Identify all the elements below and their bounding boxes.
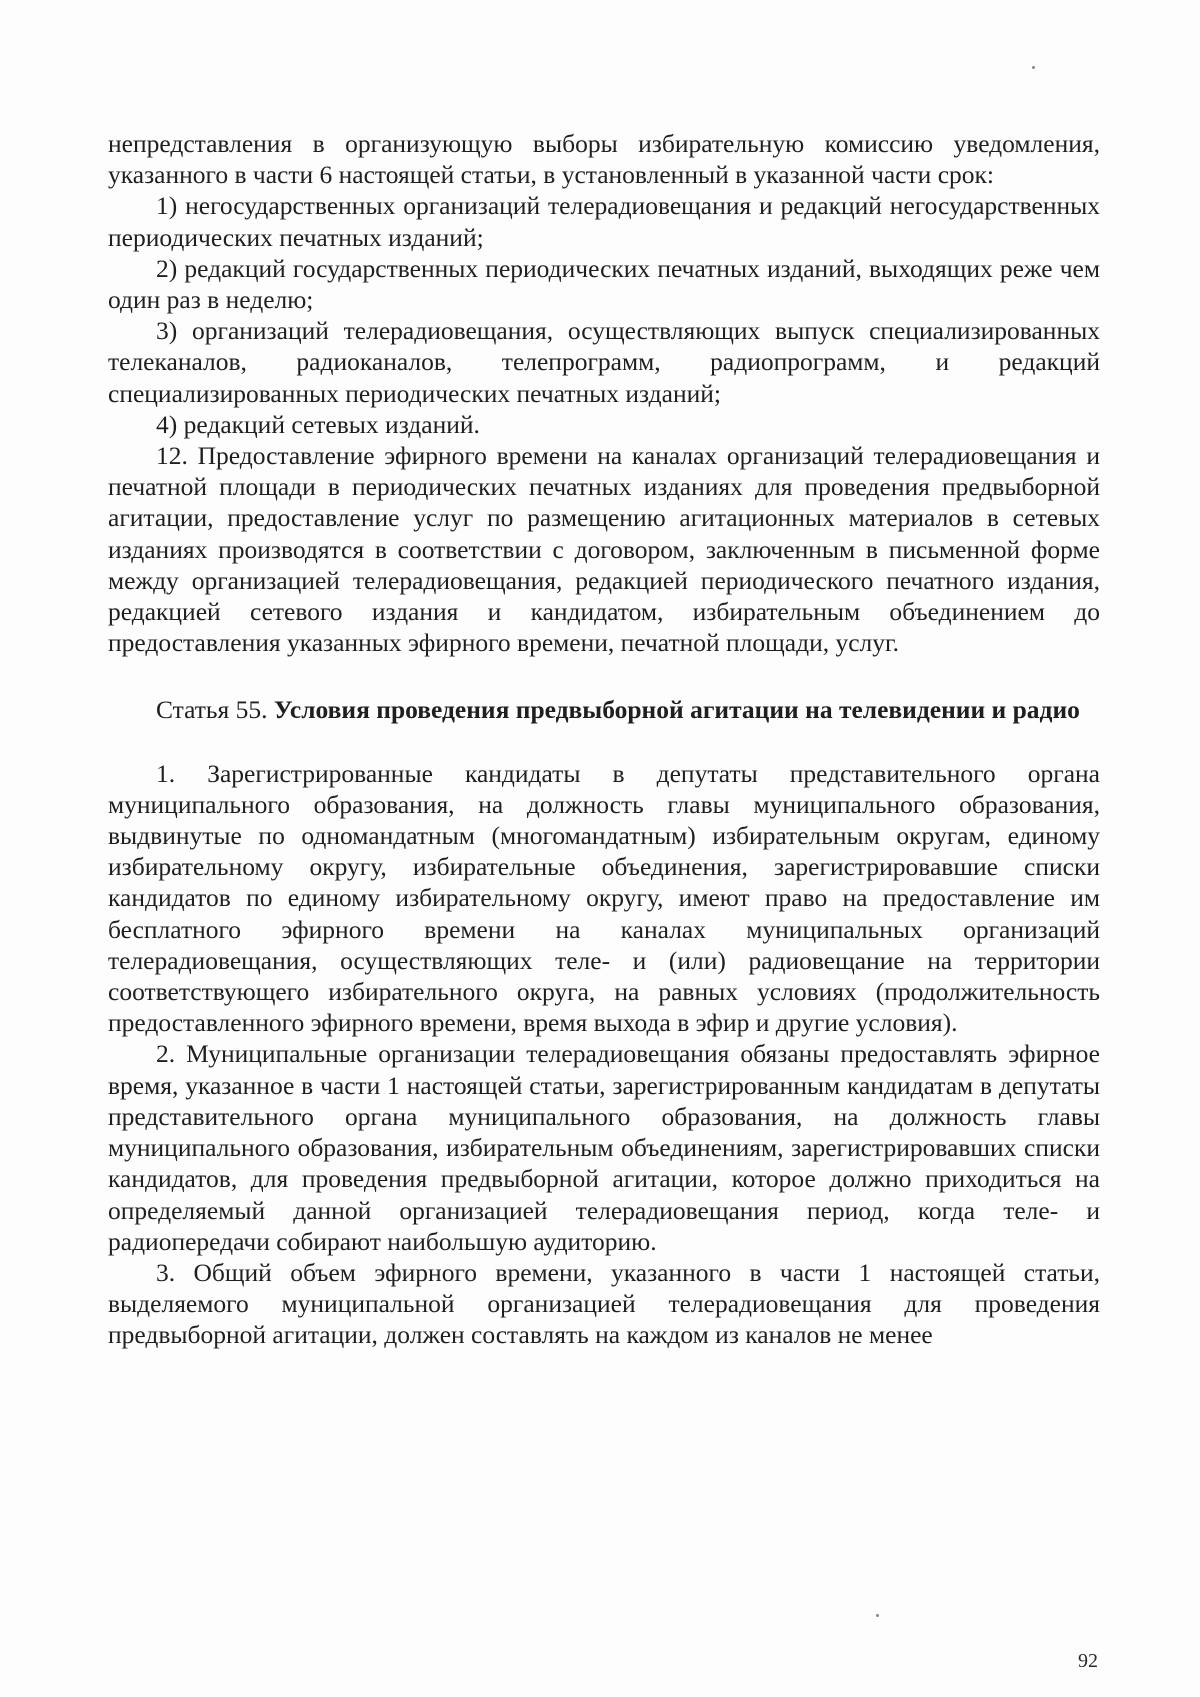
- scan-speck: [876, 1614, 879, 1617]
- page-number: 92: [1078, 1650, 1098, 1672]
- article-paragraph-3: 3. Общий объем эфирного времени, указанного в части 1 настоящей статьи, выделяемого муниципальной организацией телерадиовещания для проведения предвыборной агитации, должен составлять на каждом из каналов не менее: [108, 1257, 1100, 1350]
- paragraph-continuation: непредставления в организующую выборы избирательную комиссию уведомления, указанного в части 6 настоящей статьи, в установленный в указанной части срок:: [108, 129, 1100, 190]
- article-number: Статья 55.: [156, 695, 268, 725]
- scan-speck: [1032, 66, 1035, 69]
- list-item-1: 1) негосударственных организаций телерадиовещания и редакций негосударственных периодических печатных изданий;: [108, 191, 1100, 252]
- list-item-4: 4) редакций сетевых изданий.: [156, 409, 480, 439]
- article-paragraph-1: 1. Зарегистрированные кандидаты в депутаты представительного органа муниципального образования, на должность главы муниципального образования, выдвинутые по одномандатным (многомандатным) избирательным округам, единому избирательному округу, избирательные объединения, зарегистрировавшие списки кандидатов по единому избирательному округу, имеют право на предоставление им бесплатного эфирного времени на каналах муниципальных организаций телерадиовещания, осуществляющих теле- и (или) радиовещание на территории соответствующего избирательного округа, на равных условиях (продолжительность предоставленного эфирного времени, время выхода в эфир и другие условия).: [108, 758, 1100, 1038]
- article-paragraph-2: 2. Муниципальные организации телерадиовещания обязаны предоставлять эфирное время, указанное в части 1 настоящей статьи, зарегистрированным кандидатам в депутаты представительного органа муниципального образования, на должность главы муниципального образования, избирательным объединениям, зарегистрировавших списки кандидатов, для проведения предвыборной агитации, которое должно приходиться на определяемый данной организацией телерадиовещания период, когда теле- и радиопередачи собирают наибольшую аудиторию.: [108, 1039, 1100, 1256]
- list-item-2: 2) редакций государственных периодических печатных изданий, выходящих реже чем один раз в неделю;: [108, 253, 1100, 315]
- article-title: Условия проведения предвыборной агитации на телевидении и радио: [273, 695, 1080, 725]
- article-heading: [108, 694, 1100, 725]
- paragraph-12: 12. Предоставление эфирного времени на каналах организаций телерадиовещания и печатной площади в периодических печатных изданиях для проведения предвыборной агитации, предоставление услуг по размещению агитационных материалов в сетевых изданиях производятся в соответствии с договором, заключенным в письменной форме между организацией телерадиовещания, редакцией периодического печатного издания, редакцией сетевого издания и кандидатом, избирательным объединением до предоставления указанных эфирного времени, печатной площади, услуг.: [108, 441, 1100, 658]
- document-body: [108, 128, 1100, 1351]
- list-item-3: 3) организаций телерадиовещания, осуществляющих выпуск специализированных телеканалов, радиоканалов, телепрограмм, радиопрограмм, и редакций специализированных периодических печатных изданий;: [108, 316, 1100, 408]
